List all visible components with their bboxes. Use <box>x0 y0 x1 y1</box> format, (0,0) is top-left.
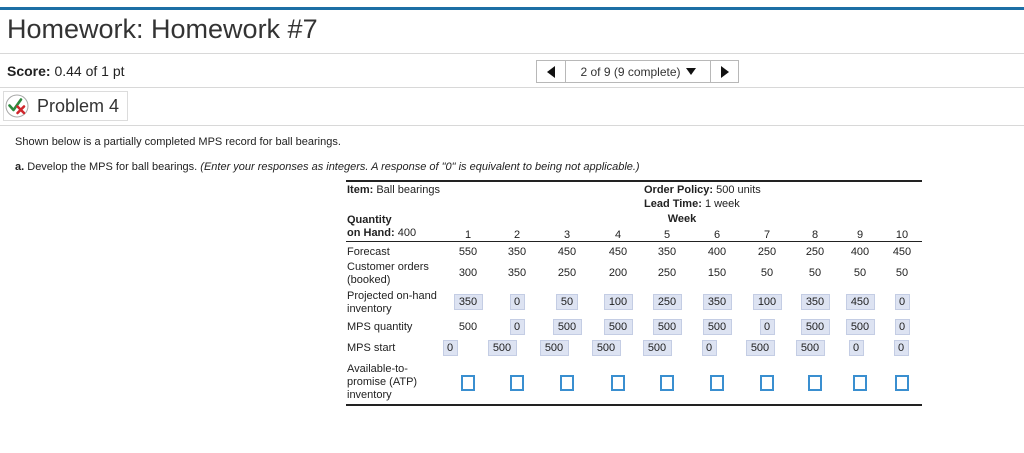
order-policy-label: Order Policy: <box>644 184 714 196</box>
mps-quantity-input[interactable]: 0 <box>510 319 525 335</box>
on-hand <box>347 227 416 240</box>
mps-start-input[interactable]: 500 <box>540 340 569 356</box>
part-note: (Enter your responses as integers. A response of "0" is equivalent to being not applicable.) <box>200 161 640 173</box>
mps-start-label: MPS start <box>347 342 396 354</box>
mps-quantity-input[interactable]: 500 <box>653 319 682 335</box>
forecast-cell: 450 <box>608 246 628 258</box>
customer-orders-cell: 300 <box>458 267 478 279</box>
divider <box>0 53 1024 54</box>
customer-orders-cell: 350 <box>507 267 527 279</box>
score-value: 0.44 of 1 pt <box>54 63 125 79</box>
customer-orders-cell: 50 <box>853 267 867 279</box>
forecast-label: Forecast <box>347 246 390 258</box>
arrow-right-icon <box>721 66 729 78</box>
projected-inventory-input[interactable]: 50 <box>556 294 578 310</box>
mps-quantity-input[interactable]: 0 <box>760 319 775 335</box>
quantity-label: Quantity <box>347 214 392 226</box>
projected-inventory-input[interactable]: 450 <box>846 294 875 310</box>
forecast-cell: 400 <box>850 246 870 258</box>
arrow-left-icon <box>547 66 555 78</box>
problem-title: Problem 4 <box>37 96 120 116</box>
mps-start-input[interactable]: 0 <box>894 340 909 356</box>
forecast-cell: 400 <box>707 246 727 258</box>
mps-quantity-label: MPS quantity <box>347 321 413 333</box>
forecast-cell: 450 <box>557 246 577 258</box>
mps-quantity-input[interactable]: 0 <box>895 319 910 335</box>
customer-orders-cell: 250 <box>657 267 677 279</box>
atp-input[interactable] <box>560 375 574 391</box>
mps-start-input[interactable]: 500 <box>592 340 621 356</box>
divider <box>0 87 1024 88</box>
projected-label: Projected on-hand inventory <box>347 290 437 315</box>
table-top-rule <box>346 180 922 182</box>
week-number: 3 <box>563 229 571 241</box>
item-value: Ball bearings <box>376 184 440 196</box>
top-accent-bar <box>0 7 1024 10</box>
item-label: Item: <box>347 184 374 196</box>
item-header <box>347 184 440 197</box>
mps-quantity-input[interactable]: 500 <box>846 319 875 335</box>
week-number: 6 <box>713 229 721 241</box>
week-number: 4 <box>614 229 622 241</box>
projected-inventory-input[interactable]: 350 <box>454 294 483 310</box>
mps-start-input[interactable]: 500 <box>643 340 672 356</box>
question-progress-text: 2 of 9 (9 complete) <box>580 64 681 79</box>
projected-inventory-input[interactable]: 0 <box>510 294 525 310</box>
lead-time-value: 1 week <box>704 198 740 210</box>
customer-orders-cell: 250 <box>557 267 577 279</box>
intro-text: Shown below is a partially completed MPS record for ball bearings. <box>15 136 341 148</box>
mps-start-input[interactable]: 500 <box>746 340 775 356</box>
atp-input[interactable] <box>808 375 822 391</box>
partially-correct-icon <box>5 94 29 118</box>
page-title: Homework: Homework #7 <box>7 14 318 44</box>
week-label: Week <box>667 213 697 225</box>
forecast-cell: 250 <box>757 246 777 258</box>
caret-down-icon <box>686 68 696 75</box>
on-hand-value: 400 <box>397 227 417 239</box>
week-number: 9 <box>856 229 864 241</box>
week-number: 7 <box>763 229 771 241</box>
projected-inventory-input[interactable]: 250 <box>653 294 682 310</box>
customer-orders-label: Customer orders (booked) <box>347 261 429 286</box>
mps-quantity-input[interactable]: 500 <box>801 319 830 335</box>
mps-start-input[interactable]: 0 <box>849 340 864 356</box>
score-display <box>7 63 125 79</box>
customer-orders-cell: 200 <box>608 267 628 279</box>
atp-input[interactable] <box>895 375 909 391</box>
score-label: Score: <box>7 63 51 79</box>
week-number: 5 <box>663 229 671 241</box>
mps-quantity-input[interactable]: 500 <box>553 319 582 335</box>
table-bottom-rule <box>346 404 922 406</box>
divider <box>0 125 1024 126</box>
customer-orders-cell: 50 <box>808 267 822 279</box>
mps-quantity-input[interactable]: 500 <box>703 319 732 335</box>
forecast-cell: 450 <box>892 246 912 258</box>
atp-label: Available-to-promise (ATP) inventory <box>347 363 418 401</box>
part-a-instruction <box>15 161 640 173</box>
lead-time-label: Lead Time: <box>644 198 702 210</box>
projected-inventory-input[interactable]: 100 <box>604 294 633 310</box>
atp-input[interactable] <box>853 375 867 391</box>
projected-inventory-input[interactable]: 0 <box>895 294 910 310</box>
question-progress-dropdown[interactable] <box>566 60 710 83</box>
forecast-cell: 350 <box>657 246 677 258</box>
customer-orders-cell: 50 <box>760 267 774 279</box>
atp-input[interactable] <box>461 375 475 391</box>
projected-inventory-input[interactable]: 100 <box>753 294 782 310</box>
forecast-cell: 350 <box>507 246 527 258</box>
atp-input[interactable] <box>660 375 674 391</box>
mps-start-input[interactable]: 500 <box>488 340 517 356</box>
projected-inventory-input[interactable]: 350 <box>801 294 830 310</box>
mps-start-input[interactable]: 0 <box>443 340 458 356</box>
header-rule <box>346 241 922 242</box>
atp-input[interactable] <box>611 375 625 391</box>
order-policy <box>644 184 761 197</box>
mps-quantity-cell: 500 <box>458 321 478 333</box>
mps-record-table <box>346 180 922 406</box>
customer-orders-cell: 50 <box>895 267 909 279</box>
lead-time <box>644 198 740 211</box>
projected-inventory-input[interactable]: 350 <box>703 294 732 310</box>
part-label: a. <box>15 161 25 173</box>
mps-start-input[interactable]: 500 <box>796 340 825 356</box>
forecast-cell: 550 <box>458 246 478 258</box>
week-number: 1 <box>464 229 472 241</box>
week-number: 8 <box>811 229 819 241</box>
forecast-cell: 250 <box>805 246 825 258</box>
mps-quantity-input[interactable]: 500 <box>604 319 633 335</box>
week-number: 2 <box>513 229 521 241</box>
order-policy-value: 500 units <box>716 184 761 196</box>
atp-input[interactable] <box>760 375 774 391</box>
part-text: Develop the MPS for ball bearings. <box>27 161 198 173</box>
previous-question-button[interactable] <box>536 60 566 83</box>
mps-start-input[interactable]: 0 <box>702 340 717 356</box>
week-number: 10 <box>895 229 909 241</box>
atp-input[interactable] <box>510 375 524 391</box>
next-question-button[interactable] <box>710 60 739 83</box>
customer-orders-cell: 150 <box>707 267 727 279</box>
on-hand-label: on Hand: <box>347 227 395 239</box>
atp-input[interactable] <box>710 375 724 391</box>
